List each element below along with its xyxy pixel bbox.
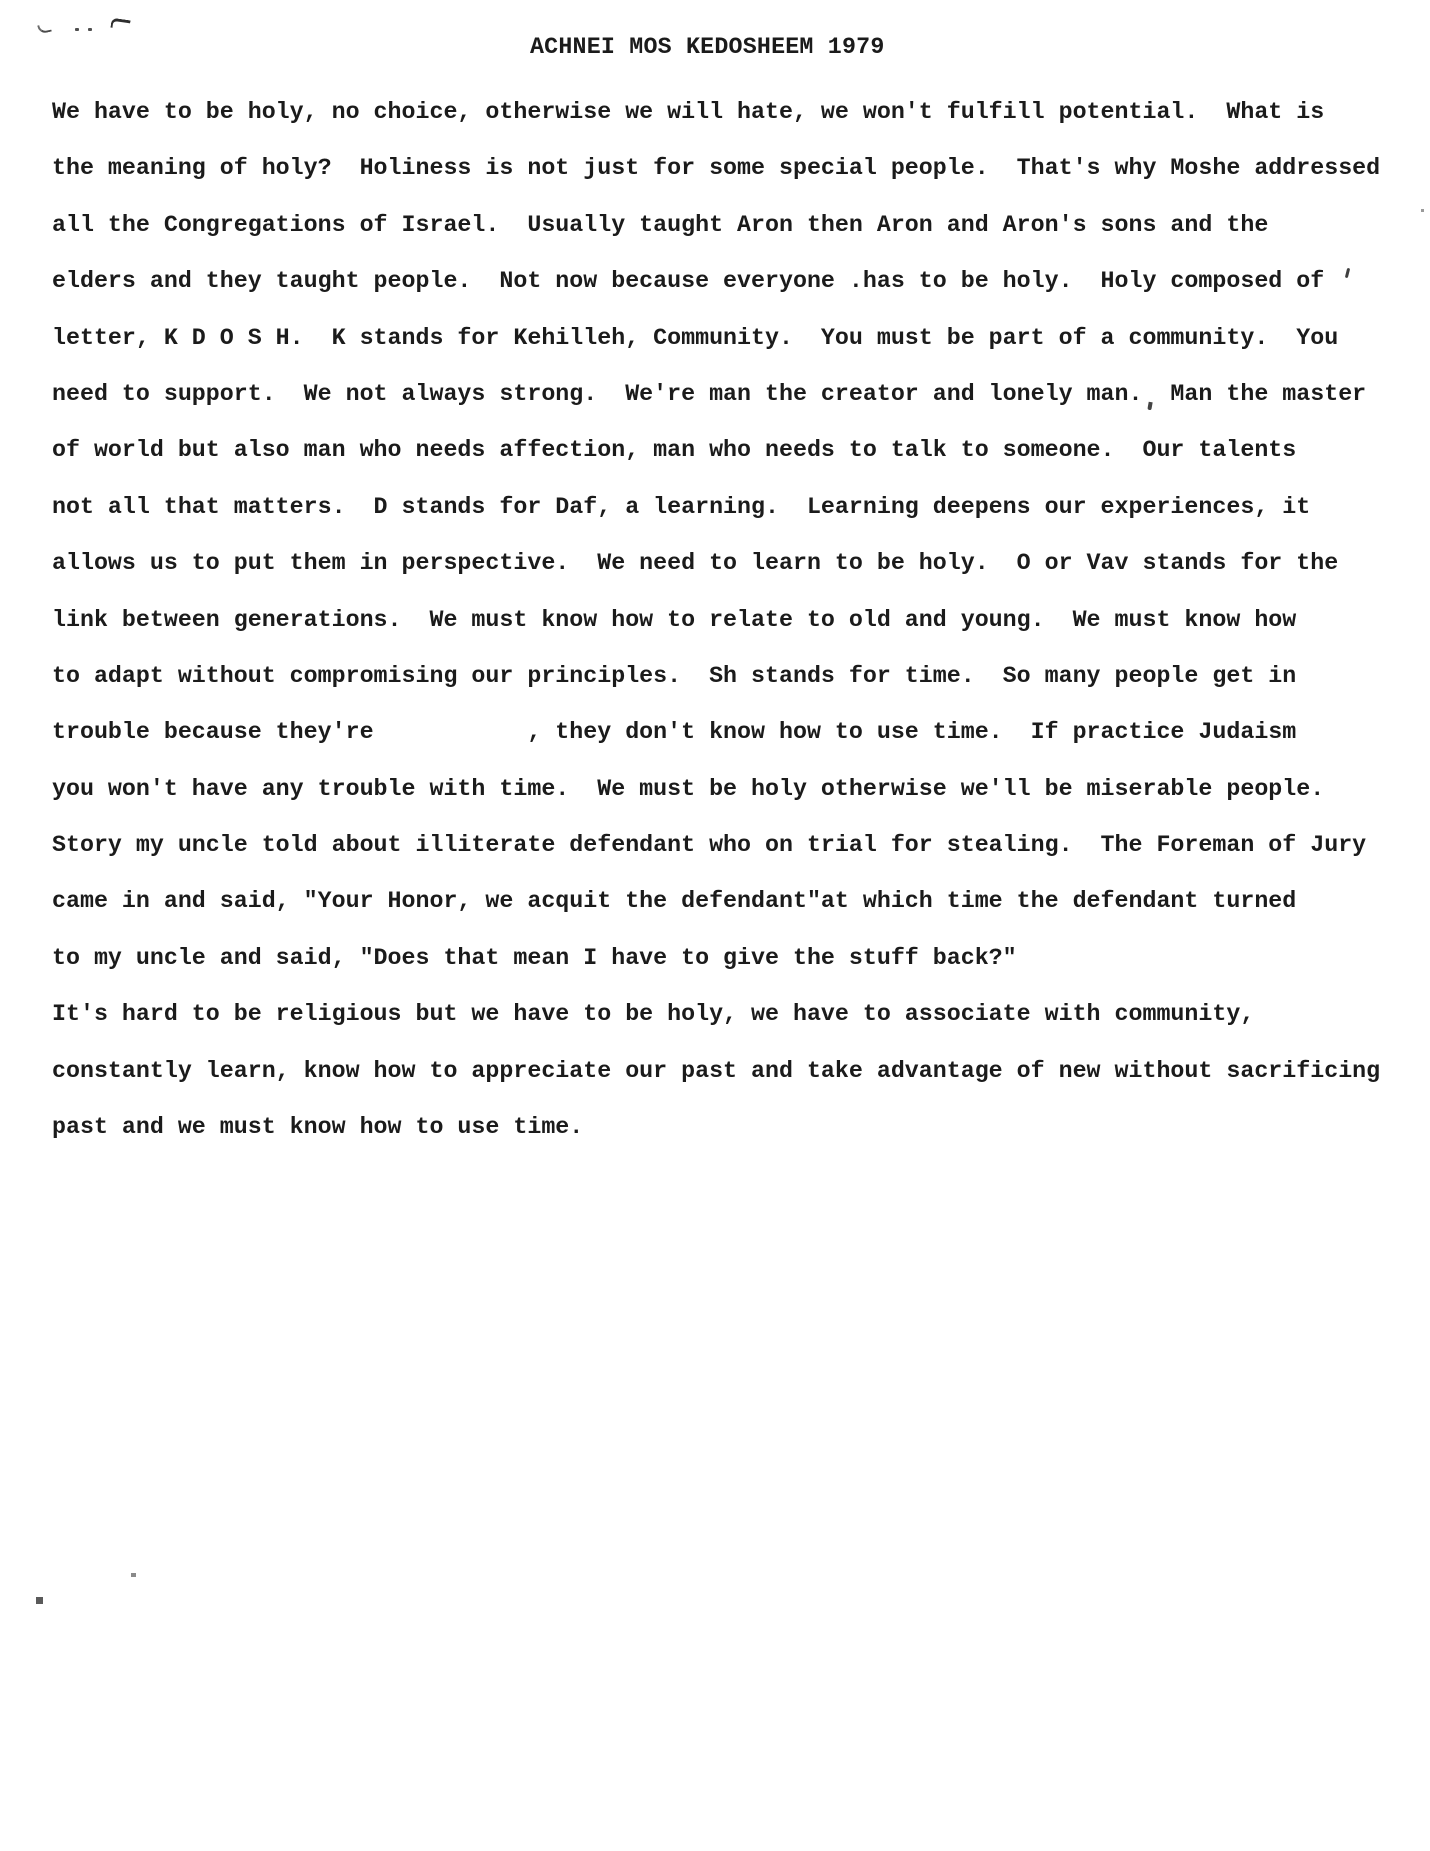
text-line: trouble because they're , they don't know how to use time. If practice Judaism — [52, 719, 1297, 746]
scan-speck — [36, 1597, 43, 1604]
document-body — [52, 84, 1397, 1155]
stray-pen-mark — [110, 18, 130, 31]
text-line: all the Congregations of Israel. Usually taught Aron then Aron and Aron's sons and the — [52, 211, 1269, 238]
text-line: link between generations. We must know how to relate to old and young. We must know how — [52, 606, 1297, 633]
text-line: to my uncle and said, "Does that mean I have to give the stuff back?" — [52, 944, 1017, 971]
text-line: past and we must know how to use time. — [52, 1114, 584, 1141]
stray-dot — [75, 28, 79, 31]
stray-dot — [88, 28, 92, 31]
text-line: allows us to put them in perspective. We need to learn to be holy. O or Vav stands for the — [52, 550, 1339, 577]
text-line: need to support. We not always strong. We're man the creator and lonely man. Man the master — [52, 380, 1367, 407]
text-line: the meaning of holy? Holiness is not just for some special people. That's why Moshe addressed — [52, 155, 1381, 182]
text-line: constantly learn, know how to appreciate our past and take advantage of new without sacrificing — [52, 1057, 1381, 1084]
text-line: you won't have any trouble with time. We must be holy otherwise we'll be miserable people. — [52, 775, 1325, 802]
scan-speck — [131, 1573, 136, 1577]
text-line: came in and said, "Your Honor, we acquit the defendant"at which time the defendant turned — [52, 888, 1297, 915]
text-line: letter, K D O S H. K stands for Kehilleh, Community. You must be part of a community. You — [52, 324, 1339, 351]
text-line: Story my uncle told about illiterate defendant who on trial for stealing. The Foreman of Jury — [52, 832, 1367, 859]
text-line: It's hard to be religious but we have to be holy, we have to associate with community, — [52, 1001, 1255, 1028]
scan-speck — [1421, 209, 1424, 212]
text-line: elders and they taught people. Not now because everyone .has to be holy. Holy composed of — [52, 268, 1325, 295]
text-line: of world but also man who needs affection, man who needs to talk to someone. Our talents — [52, 437, 1297, 464]
text-line: We have to be holy, no choice, otherwise we will hate, we won't fulfill potential. What is — [52, 99, 1325, 125]
stray-pen-mark — [37, 23, 52, 35]
text-line: to adapt without compromising our principles. Sh stands for time. So many people get in — [52, 662, 1297, 689]
page-title: ACHNEI MOS KEDOSHEEM 1979 — [530, 34, 885, 60]
text-line: not all that matters. D stands for Daf, a learning. Learning deepens our experiences, it — [52, 493, 1311, 520]
